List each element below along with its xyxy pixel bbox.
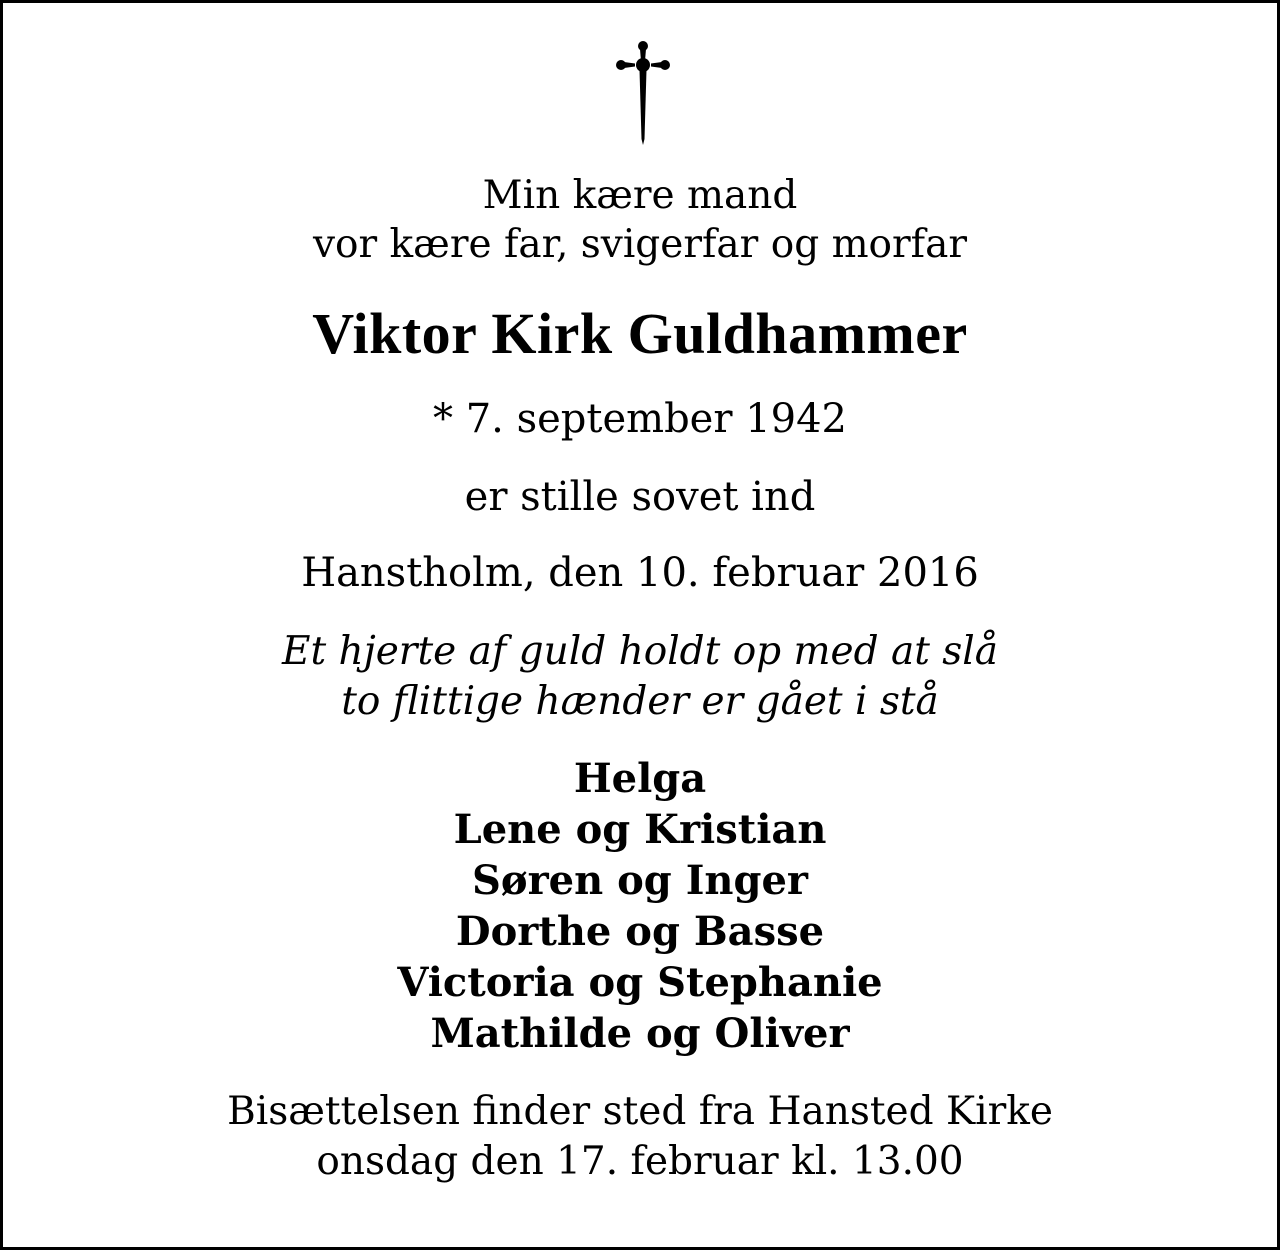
- family-member: Dorthe og Basse: [455, 908, 825, 955]
- funeral-line: Bisættelsen finder sted fra Hansted Kirke: [227, 1089, 1053, 1134]
- place-and-date: Hanstholm, den 10. februar 2016: [301, 550, 979, 596]
- deceased-name: Viktor Kirk Guldhammer: [312, 301, 968, 366]
- death-phrase: er stille sovet ind: [464, 474, 816, 520]
- birth-date: * 7. september 1942: [433, 396, 847, 442]
- intro-text: [3, 171, 1277, 269]
- memorial-verse: [3, 627, 1277, 727]
- family-list: [3, 753, 1277, 1059]
- family-member: Søren og Inger: [472, 857, 808, 904]
- verse-line: to flittige hænder er gået i stå: [341, 679, 939, 724]
- funeral-info: [3, 1087, 1277, 1187]
- family-member: Victoria og Stephanie: [397, 959, 883, 1006]
- family-member: Helga: [573, 755, 707, 802]
- funeral-line: onsdag den 17. februar kl. 13.00: [316, 1139, 964, 1184]
- family-member: Mathilde og Oliver: [430, 1010, 850, 1057]
- family-member: Lene og Kristian: [453, 806, 827, 853]
- intro-line: vor kære far, svigerfar og morfar: [312, 222, 967, 267]
- verse-line: Et hjerte af guld holdt op med at slå: [281, 629, 999, 674]
- intro-line: Min kære mand: [482, 173, 798, 218]
- dagger-cross-icon: [615, 39, 671, 147]
